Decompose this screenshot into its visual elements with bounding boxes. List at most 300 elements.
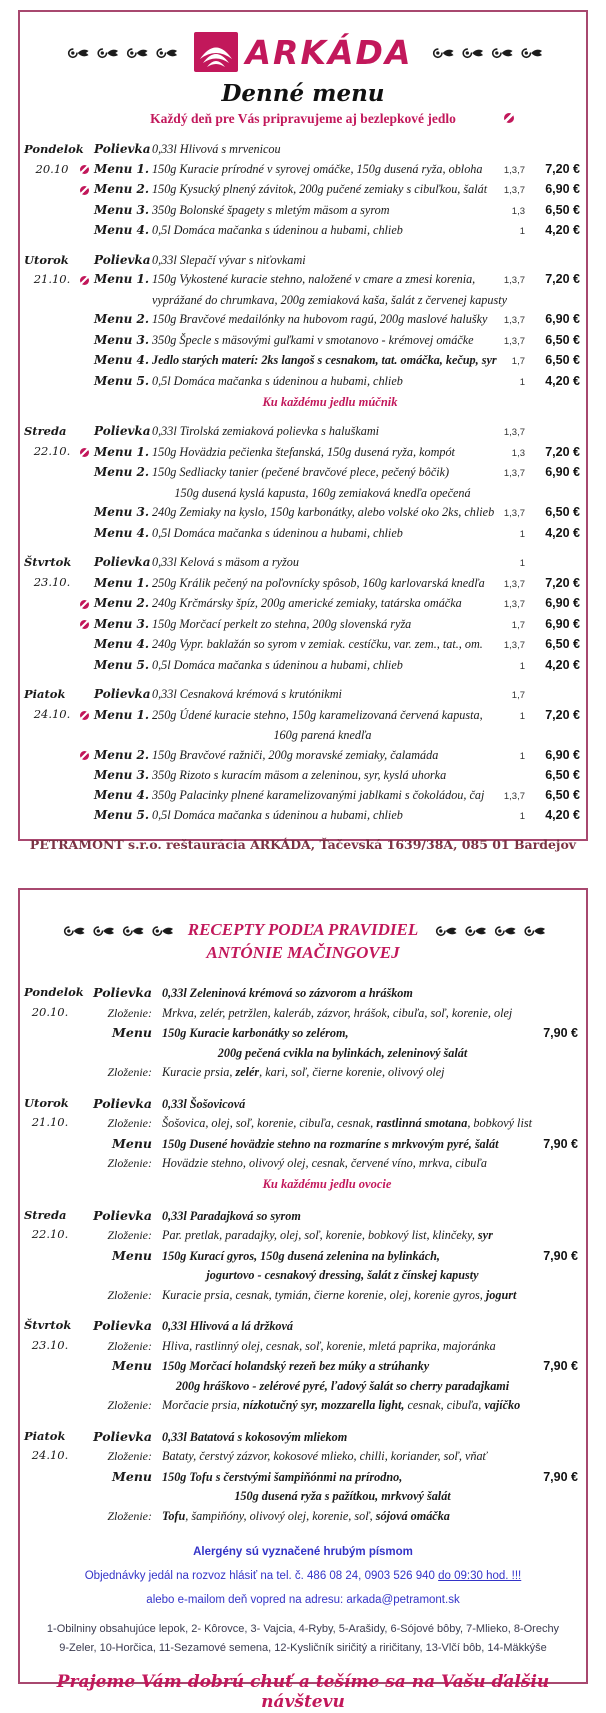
allergen-codes: 1,3,7 (503, 508, 525, 519)
text-segment: syr (477, 1228, 493, 1242)
menu-desc: 250g Údené kuracie stehno, 150g karamelizovaná červená kapusta, (152, 707, 483, 722)
recipe-text (162, 1154, 523, 1174)
menu-desc: 240g Zemiaky na kyslo, 150g karbonátky, alebo volské oko 2ks, chlieb (152, 505, 495, 519)
allergen-codes: 1,3,7 (503, 640, 525, 651)
menu-desc: 150g Hovädzia pečienka štefanská, 150g dusená ryža, kompót (152, 444, 455, 459)
menu-row (80, 806, 580, 827)
recipe-label: Zloženie: (107, 1398, 152, 1412)
menu-label: Menu 2. (94, 312, 150, 326)
recipe-text (162, 1447, 523, 1467)
day-block (24, 983, 578, 1083)
recipes-days (20, 983, 586, 1526)
day-name: Streda (24, 1207, 67, 1222)
recipe-row (76, 983, 578, 1004)
menu-label: Menu 3. (94, 332, 150, 347)
day-rows (76, 1316, 578, 1416)
menu-row (80, 270, 580, 291)
recipe-row (76, 1286, 578, 1306)
recipe-row (76, 1094, 578, 1115)
logo-wordmark: ARKÁDA (245, 32, 413, 72)
recipe-row (76, 1246, 578, 1267)
daily-menu-days (20, 140, 586, 827)
menu-label: Menu 2. (94, 747, 150, 762)
menu-price: 4,20 € (545, 223, 580, 237)
gluten-free-dot-icon (80, 165, 89, 174)
recipe-label: Menu (112, 1135, 152, 1151)
menu-label: Menu 4. (94, 525, 150, 540)
recipe-label: Polievka (93, 985, 152, 1000)
menu-desc: 150g dusená kyslá kapusta, 160g zemiaková knedľa opečená (174, 485, 471, 500)
day-name: Utorok (24, 252, 69, 267)
menu-label: Menu 3. (94, 202, 150, 217)
recipe-text (162, 1396, 523, 1416)
day-name: Štvrtok (24, 555, 72, 569)
menu-label: Polievka (94, 555, 151, 569)
menu-row (80, 331, 580, 352)
allergen-codes: 1 (519, 226, 525, 237)
gluten-free-marker (80, 165, 94, 174)
menu-row (80, 422, 580, 443)
allergen-codes: 1,3 (511, 447, 525, 459)
recipe-text (162, 1063, 523, 1083)
menu-desc: 250g Králik pečený na poľovnícky spôsob, 160g karlovarská knedľa (152, 575, 485, 590)
recipe-label: Zloženie: (107, 1508, 152, 1523)
allergen-codes: 1 (519, 376, 525, 388)
text-segment: sójová omáčka (375, 1508, 450, 1523)
recipe-label: Menu (112, 1468, 152, 1484)
recipe-text (162, 1337, 523, 1357)
recipe-row (76, 1507, 578, 1527)
recipes-title-line1: RECEPTY PODĽA PRAVIDIEL (187, 920, 419, 939)
day-column (24, 553, 80, 676)
recipe-text (162, 1377, 523, 1397)
recipe-text (162, 1357, 523, 1377)
text-segment: 0,33l Zeleninová krémová so zázvorom a hráškom (162, 986, 413, 1000)
gluten-free-marker (80, 600, 94, 609)
day-block (24, 1206, 578, 1306)
recipe-row (76, 1337, 578, 1357)
allergen-codes: 1,3,7 (503, 599, 525, 610)
menu-desc: 150g Morčací perkelt zo stehna, 200g slovenská ryža (152, 616, 412, 631)
text-segment: 150g Morčací holandský rezeň bez múky a strúhanky (162, 1359, 430, 1373)
recipe-label: Menu (112, 1025, 152, 1040)
menu-label: Menu 3. (94, 616, 150, 631)
day-rows (76, 983, 578, 1083)
menu-desc: 0,5l Domáca mačanka s údeninou a hubami, chlieb (152, 525, 403, 540)
menu-price: 6,50 € (545, 202, 580, 217)
text-segment: jogurtovo - cesnakový dressing, šalát z čínskej kapusty (206, 1268, 479, 1282)
allergen-codes: 1,3,7 (503, 790, 525, 802)
allergen-bold-note: Alergény sú vyznačené hrubým písmom (193, 1546, 413, 1558)
menu-desc: 0,33l Hlivová s mrvenicou (152, 142, 281, 156)
recipe-label: Zloženie: (107, 1449, 152, 1463)
recipe-row (76, 1356, 578, 1377)
menu-desc: 240g Vypr. baklažán so syrom v zemiak. cestíčku, var. zem., tat., om. (152, 637, 483, 651)
menu-label: Menu 4. (94, 787, 150, 802)
allergen-codes: 1,7 (511, 690, 525, 701)
logo-row (20, 32, 586, 72)
gluten-free-marker (80, 186, 94, 195)
recipe-row (76, 1154, 578, 1174)
day-block (24, 1094, 578, 1195)
menu-desc: 240g Krčmársky špíz, 200g americké zemiaky, tatárska omáčka (152, 596, 462, 610)
recipe-text (162, 1095, 523, 1115)
day-date: 23.10. (31, 1337, 69, 1352)
menu-desc: 150g Kuracie prírodné v syrovej omáčke, 150g dusená ryža, obloha (152, 161, 483, 176)
text-segment: 150g Tofu s čerstvými šampiňónmi na prírodno, (162, 1469, 403, 1484)
allergen-legend-line1: 1-Obilniny obsahujúce lepok, 2- Kôrovce, 3- Vajcia, 4-Ryby, 5-Arašidy, 6-Sójové bôby, 7-Mlieko, 8-Orechy (46, 1623, 560, 1635)
day-name: Pondelok (24, 985, 84, 999)
text-segment: Tofu (162, 1508, 186, 1523)
menu-label: Polievka (94, 424, 151, 438)
menu-price: 4,20 € (545, 373, 580, 388)
text-segment: 0,33l Paradajková so syrom (162, 1208, 301, 1223)
order-phone-text: Objednávky jedál na rozvoz hlásiť na tel. č. 486 08 24, 0903 526 940 (84, 1570, 439, 1582)
menu-desc: 0,33l Cesnaková krémová s krutónikmi (152, 687, 342, 701)
day-rows (76, 1094, 578, 1195)
gluten-free-marker (80, 276, 94, 285)
menu-price: 6,90 € (545, 182, 580, 196)
menu-row (80, 180, 580, 201)
recipe-text (162, 1044, 523, 1064)
menu-desc: 350g Špecle s mäsovými guľkami v smotanovo - krémovej omáčke (152, 332, 474, 347)
menu-price: 6,50 € (545, 637, 580, 651)
menu-price: 7,20 € (545, 444, 580, 459)
menu-row (80, 310, 580, 331)
menu-row (80, 594, 580, 615)
text-segment: 150g Kurací gyros, 150g dusená zelenina na bylinkách, (162, 1248, 440, 1263)
gluten-free-dot-icon (80, 448, 89, 457)
daily-menu-card (18, 10, 588, 852)
menu-desc: 160g parená knedľa (273, 728, 372, 742)
day-column (24, 1206, 76, 1306)
menu-price: 7,20 € (545, 707, 580, 722)
gluten-free-dot-icon (504, 113, 514, 123)
text-segment: , kari, soľ, čierne korenie, olivový olej (259, 1065, 445, 1079)
allergen-codes: 1,3,7 (503, 578, 525, 590)
menu-label: Menu 5. (94, 373, 150, 388)
recipes-title-line2: ANTÓNIE MAČINGOVEJ (206, 943, 400, 962)
allergen-codes: 1 (519, 558, 525, 569)
day-rows (80, 685, 580, 827)
day-column (24, 251, 80, 414)
gluten-free-marker (80, 711, 94, 720)
day-column (24, 983, 84, 1083)
day-block (24, 140, 580, 242)
gluten-free-marker (80, 448, 94, 457)
menu-desc: 150g Bravčové ražniči, 200g moravské zemiaky, čalamáda (152, 747, 439, 762)
allergen-codes: 1,3,7 (503, 185, 525, 196)
menu-label: Menu 1. (94, 272, 150, 286)
allergen-codes: 1 (519, 710, 525, 722)
allergen-legend (20, 1620, 586, 1658)
menu-row (80, 443, 580, 464)
allergen-codes: 1,3,7 (503, 427, 525, 438)
day-rows (76, 1206, 578, 1306)
recipe-label: Zloženie: (107, 1116, 152, 1130)
order-email-line: alebo e-mailom deň vopred na adresu: arkada@petramont.sk (146, 1594, 460, 1606)
scroll-ornament-icon (430, 924, 548, 937)
day-block (24, 422, 580, 544)
menu-label: Menu 5. (94, 657, 150, 672)
allergen-codes: 1,3,7 (503, 468, 525, 479)
recipe-label: Polievka (93, 1207, 152, 1223)
recipe-row (76, 1396, 578, 1416)
text-segment: 0,33l Batatová s kokosovým mliekom (162, 1429, 348, 1444)
day-column (24, 422, 80, 544)
menu-label: Menu 2. (94, 596, 150, 610)
menu-price: 6,50 € (545, 332, 580, 347)
note-line: Ku každému jedlu ovocie (262, 1176, 392, 1191)
gluten-free-dot-icon (80, 186, 89, 195)
menu-row (80, 766, 580, 786)
menu-price: 4,20 € (545, 808, 580, 822)
day-column (24, 1316, 76, 1416)
day-date: 21.10. (31, 1115, 69, 1129)
menu-row (80, 463, 580, 484)
text-segment: Hovädzie stehno, olivový olej, cesnak, červené víno, mrkva, cibuľa (162, 1156, 487, 1170)
recipe-label: Zloženie: (107, 1287, 152, 1302)
menu-row (80, 746, 580, 767)
restaurant-address-footer: PETRAMONT s.r.o. reštaurácia ARKÁDA, Ťačevská 1639/38A, 085 01 Bardejov (29, 836, 577, 852)
text-segment: Kuracie prsia, (162, 1065, 236, 1079)
menu-label: Polievka (94, 142, 151, 156)
text-segment: , bobkový list (467, 1116, 532, 1130)
text-segment: 0,33l Šošovicová (162, 1096, 246, 1111)
text-segment: jogurt (485, 1287, 517, 1302)
menu-price: 4,20 € (545, 657, 580, 672)
recipes-title-row (20, 920, 586, 940)
day-name: Utorok (24, 1095, 69, 1110)
menu-row (80, 635, 580, 656)
menu-price: 6,90 € (545, 747, 580, 762)
restaurant-logo (194, 32, 413, 72)
day-name: Streda (24, 424, 67, 438)
menu-row-continuation (80, 484, 580, 504)
day-date: 20.10 (35, 161, 69, 176)
menu-row (80, 221, 580, 242)
menu-label: Menu 3. (94, 505, 150, 519)
recipe-row-continuation (76, 1266, 578, 1286)
day-rows (80, 553, 580, 676)
recipe-text (162, 1114, 532, 1134)
menu-desc: 150g Bravčové medailónky na hubovom ragú, 200g maslové halušky (152, 312, 488, 326)
text-segment: Bataty, čerstvý zázvor, kokosové mlieko, chilli, koriander, soľ, vňať (162, 1449, 487, 1463)
menu-label: Menu 1. (94, 161, 150, 176)
menu-label: Menu 2. (94, 465, 150, 479)
scroll-ornament-icon (62, 46, 180, 59)
menu-desc: 150g Sedliacky tanier (pečené bravčové plece, pečený bôčik) (152, 465, 450, 479)
recipe-label: Polievka (93, 1095, 152, 1111)
gluten-free-dot-icon (80, 751, 89, 760)
recipe-text (162, 1226, 523, 1246)
menu-desc: 0,5l Domáca mačanka s údeninou a hubami, chlieb (152, 657, 403, 672)
text-segment: Mrkva, zelér, petržlen, kaleráb, zázvor, hrášok, cibuľa, soľ, korenie, olej (162, 1005, 513, 1020)
day-column (24, 1427, 76, 1527)
text-segment: 200g pečená cvikla na bylinkách, zeleninový šalát (217, 1045, 468, 1060)
day-column (24, 685, 80, 827)
allergen-codes: 1,7 (511, 356, 525, 367)
order-phone-line (20, 1564, 586, 1588)
day-name: Štvrtok (24, 1318, 72, 1332)
menu-label: Menu 5. (94, 808, 150, 822)
menu-row (80, 251, 580, 271)
menu-row (80, 706, 580, 727)
menu-label: Menu 3. (94, 768, 150, 782)
allergen-codes: 1,3,7 (503, 335, 525, 347)
recipe-row (76, 1447, 578, 1467)
menu-label: Menu 2. (94, 182, 150, 196)
menu-label: Polievka (94, 687, 151, 701)
day-date: 24.10. (31, 1448, 69, 1462)
menu-label: Menu 4. (94, 223, 150, 237)
note-line: Ku každému jedlu múčnik (262, 395, 398, 409)
recipe-row-continuation (76, 1487, 578, 1507)
menu-price: 6,50 € (545, 505, 580, 519)
recipe-label: Polievka (93, 1318, 152, 1333)
scroll-ornament-icon (58, 924, 176, 937)
day-block (24, 1427, 578, 1527)
day-rows (80, 251, 580, 414)
menu-desc: vyprážané do chrumkava, 200g zemiaková kaša, šalát z červenej kapusty (152, 292, 508, 307)
text-segment: 0,33l Hlivová a lá držková (162, 1319, 294, 1333)
text-segment: 200g hráškovo - zelérové pyré, ľadový šalát so cherry paradajkami (175, 1378, 510, 1393)
menu-price: 7,90 € (543, 1359, 578, 1373)
menu-row (80, 685, 580, 706)
menu-row (80, 786, 580, 807)
day-date: 23.10. (33, 574, 71, 589)
menu-price: 7,20 € (545, 161, 580, 176)
allergen-codes: 1 (519, 811, 525, 822)
text-segment: , šampiňóny, olivový olej, korenie, soľ, (185, 1508, 376, 1523)
order-deadline-text: do 09:30 hod. !!! (438, 1570, 522, 1582)
text-segment: vajíčko (484, 1398, 521, 1412)
menu-price: 6,90 € (545, 465, 580, 479)
recipe-label: Polievka (93, 1428, 152, 1444)
menu-price: 6,90 € (545, 312, 580, 326)
subtitle-row (20, 110, 586, 128)
recipe-text (162, 1247, 523, 1267)
day-column (24, 140, 84, 242)
day-rows (80, 422, 580, 544)
text-segment: 150g Kuracie karbonátky so zelérom, (162, 1026, 349, 1040)
text-segment: rastlinná smotana (376, 1116, 468, 1130)
recipe-text (162, 1507, 523, 1527)
menu-price: 6,90 € (545, 596, 580, 610)
menu-desc: 350g Rizoto s kuracím mäsom a zeleninou, syr, kyslá uhorka (152, 768, 447, 782)
arkada-arches-icon (194, 32, 238, 72)
gluten-free-subtitle: Každý deň pre Vás pripravujeme aj bezlepkové jedlo (150, 111, 456, 126)
day-block (24, 251, 580, 414)
menu-row-continuation (80, 291, 580, 311)
gluten-free-dot-icon (80, 711, 89, 720)
text-segment: cesnak, cibuľa, (404, 1398, 485, 1412)
recipe-row (76, 1004, 578, 1024)
recipe-label: Zloženie: (107, 1065, 152, 1079)
menu-desc: 0,5l Domáca mačanka s údeninou a hubami, chlieb (152, 223, 403, 237)
menu-label: Menu 1. (94, 707, 150, 722)
recipe-text (162, 1317, 523, 1337)
gluten-free-dot-icon (80, 600, 89, 609)
menu-price: 4,20 € (545, 525, 580, 540)
day-date: 22.10. (31, 1227, 69, 1241)
allergen-codes: 1,3,7 (503, 164, 525, 176)
recipe-text (162, 1135, 523, 1155)
recipe-label: Zloženie: (107, 1338, 152, 1353)
menu-price: 6,50 € (545, 787, 580, 802)
menu-row (80, 372, 580, 393)
menu-row (80, 160, 580, 181)
menu-label: Menu 1. (94, 575, 150, 590)
recipe-row (76, 1134, 578, 1155)
text-segment: Hliva, rastlinný olej, cesnak, soľ, korenie, mletá paprika, majoránka (162, 1338, 496, 1353)
menu-desc: 0,5l Domáca mačanka s údeninou a hubami, chlieb (152, 373, 403, 388)
gluten-free-marker (80, 751, 94, 760)
day-date: 22.10. (33, 443, 71, 458)
menu-label: Menu 4. (94, 353, 150, 367)
recipes-menu-card (18, 888, 588, 1712)
text-segment: Kuracie prsia, cesnak, tymián, čierne korenie, olej, korenie gyros, (162, 1287, 486, 1302)
gluten-free-dot-icon (80, 276, 89, 285)
menu-price: 7,20 € (545, 272, 580, 286)
recipe-row-continuation (76, 1377, 578, 1397)
text-segment: zelér (235, 1065, 260, 1079)
menu-price: 7,90 € (543, 1136, 578, 1151)
recipe-text (162, 1266, 523, 1286)
closing-greeting: Prajeme Vám dobrú chuť a tešíme sa na Vašu ďalšiu návštevu (56, 1672, 550, 1712)
day-block (24, 685, 580, 827)
menu-price: 6,50 € (545, 768, 580, 782)
text-segment: 150g dusená ryža s pažítkou, mrkvový šalát (234, 1489, 451, 1503)
recipe-row (76, 1206, 578, 1227)
day-rows (80, 140, 580, 242)
text-segment: nízkotučný syr, mozzarella light, (242, 1398, 405, 1412)
text-segment: Par. pretlak, paradajky, olej, soľ, korenie, bobkový list, klinčeky, (162, 1228, 478, 1242)
scroll-ornament-icon (427, 46, 545, 59)
recipe-text (162, 1286, 523, 1306)
day-name: Piatok (24, 687, 66, 701)
day-block (24, 553, 580, 676)
menu-price: 6,90 € (545, 616, 580, 631)
recipe-label: Zloženie: (107, 1005, 152, 1020)
menu-row (80, 524, 580, 545)
menu-row (80, 553, 580, 574)
gluten-free-dot-icon (80, 620, 89, 629)
day-column (24, 1094, 76, 1195)
recipe-text (162, 984, 523, 1004)
recipe-row-continuation (76, 1044, 578, 1064)
day-date: 20.10. (31, 1004, 69, 1019)
recipe-row (76, 1114, 578, 1134)
menu-desc: 0,5l Domáca mačanka s údeninou a hubami, chlieb (152, 808, 403, 822)
recipe-label: Menu (112, 1358, 152, 1373)
menu-price: 6,50 € (545, 353, 580, 367)
allergen-codes: 1,3,7 (503, 315, 525, 326)
day-date: 21.10. (33, 272, 71, 286)
recipe-row (76, 1023, 578, 1044)
recipe-label: Zloženie: (107, 1228, 152, 1242)
allergen-codes: 1,3,7 (503, 275, 525, 286)
recipe-row (76, 1316, 578, 1337)
menu-label: Menu 1. (94, 444, 150, 459)
daily-menu-title: Denné menu (221, 80, 385, 107)
menu-desc: 0,33l Kelová s mäsom a ryžou (152, 555, 299, 569)
menu-row (80, 574, 580, 595)
text-segment: Šošovica, olej, soľ, korenie, cibuľa, cesnak, (162, 1116, 377, 1130)
menu-row (80, 503, 580, 524)
recipe-label: Zloženie: (107, 1156, 152, 1170)
recipe-row (76, 1467, 578, 1488)
